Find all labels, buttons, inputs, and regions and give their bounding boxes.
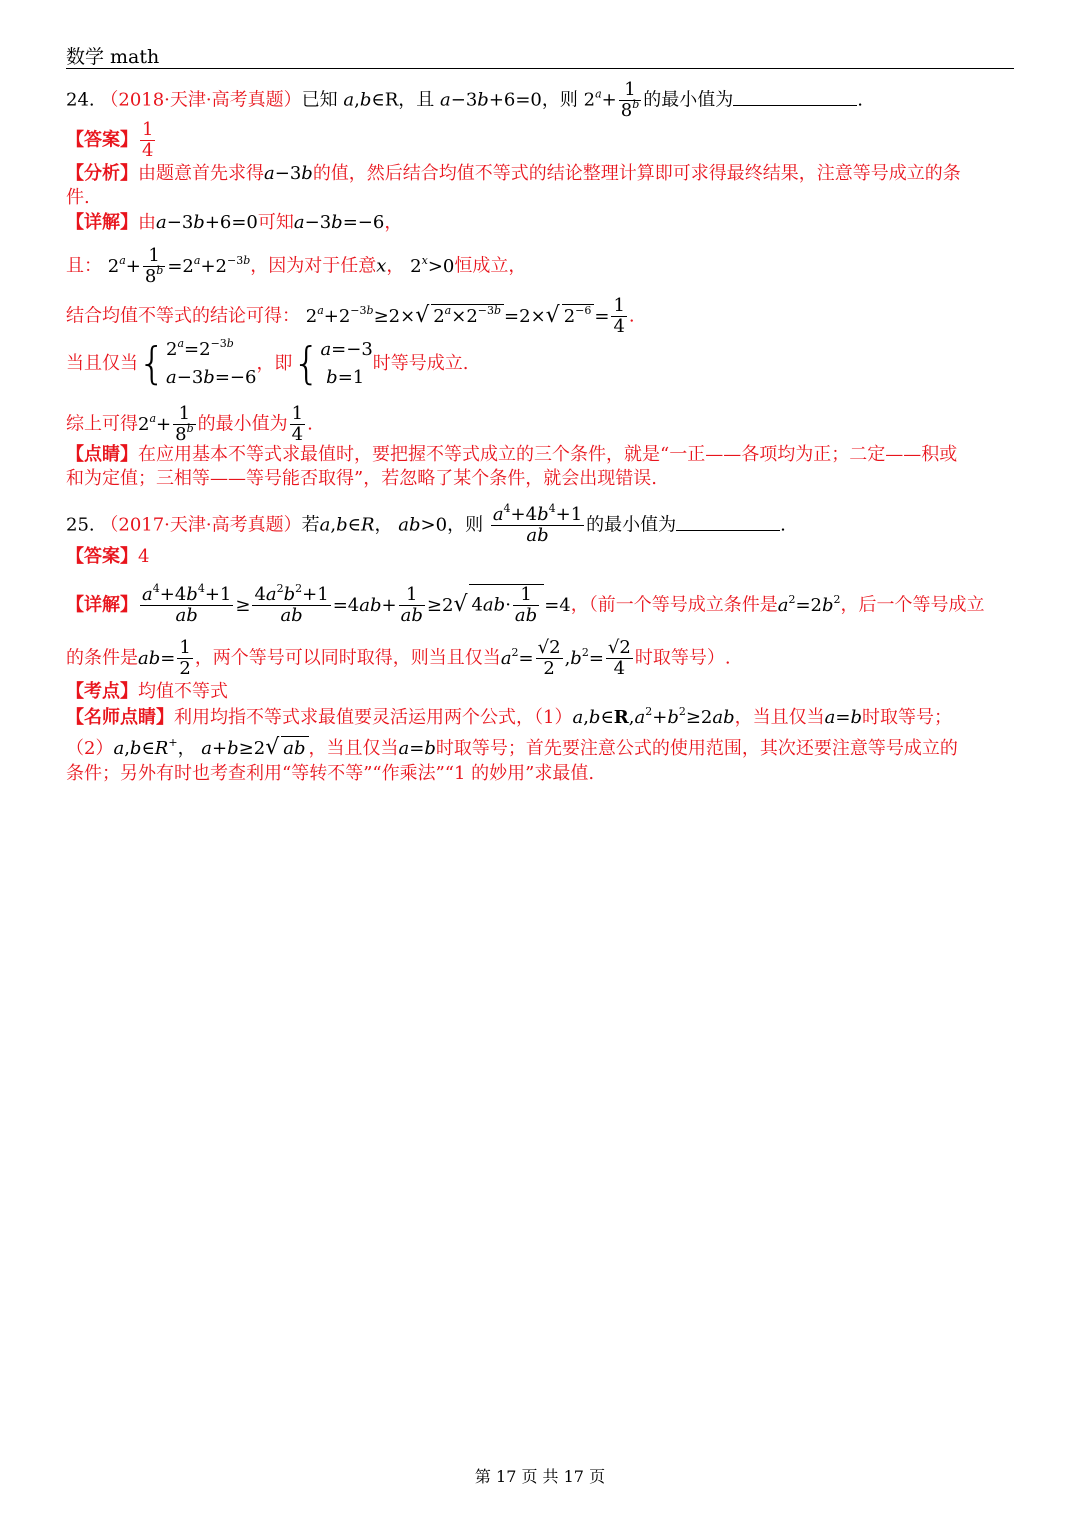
q24-source: （2018·天津·高考真题） bbox=[100, 89, 302, 111]
q24-detail-3: 结合均值不等式的结论可得： $2^a+2^{-3b}\ge 2\times√$ $2^a\times 2^{-3b} =2\times√$ $2^{-6}$ = $\frac{1}{4}$ . bbox=[66, 295, 635, 337]
answer-blank bbox=[733, 87, 857, 106]
page-header: 数学 math bbox=[66, 46, 160, 68]
q24-comment-1: 【点睛】在应用基本不等式求最值时，要把握不等式成立的三个条件，就是“一正——各项均为正；二定——积或 bbox=[66, 444, 958, 465]
q25-number: 25. bbox=[66, 514, 95, 536]
q25-tips-2: （2）a,b∈R+， a+b≥2√ ab ，当且仅当a=b时取等号；首先要注意公式的使用范围，其次还要注意等号成立的 bbox=[66, 735, 958, 760]
q25-answer: 【答案】4 bbox=[66, 546, 150, 567]
q25-detail-1: 【详解】 $\frac{a^4+4b^4+1}{ab}$ ≥ $\frac{4a^2b^2+1}{ab}$ =4ab+ $\frac{1}{ab}$ ≥2√ 4ab· $\frac{1}{ab}$ =4，（前一个等号成立条件是$a^2=2b^2$，后一个等号成立 bbox=[66, 582, 985, 626]
q24-stem: 24. （2018·天津·高考真题）已知 a,b∈R，且 a−3b+6=0，则 $2^a+$ $\frac{1}{8^b}$ 的最小值为 . bbox=[66, 79, 863, 121]
q25-detail-2: 的条件是ab= $\frac{1}{2}$ ，两个等号可以同时取得，则当且仅当$a^2=$ $\frac{√2}{2}$ $,b^2=$ $\frac{√2}{4}$ 时取等号）. bbox=[66, 637, 731, 679]
q24-analysis: 【分析】由题意首先求得a−3b的值，然后结合均值不等式的结论整理计算即可求得最终结果，注意等号成立的条 bbox=[66, 163, 961, 184]
q24-detail-5: 综上可得$2^a+$ $\frac{1}{8^b}$ 的最小值为 $\frac{1}{4}$ . bbox=[66, 403, 313, 445]
q24-detail-4: 当且仅当{$2^a=2^{-3b}$ a−3b=−6，即{a=−3 b=1时等号成立. bbox=[66, 337, 469, 389]
q25-tips-1: 【名师点睛】利用均指不等式求最值要灵活运用两个公式，$(1)a,b\in R,a^2+b^2\ge 2ab$，当且仅当a=b时取等号； bbox=[66, 705, 953, 728]
q24-detail-1: 【详解】由a−3b+6=0可知a−3b=−6， bbox=[66, 212, 403, 233]
q24-number: 24. bbox=[66, 89, 95, 111]
page-footer: 第 17 页 共 17 页 bbox=[474, 1467, 606, 1486]
q24-detail-2: 且： $2^a+$ $\frac{1}{8^b}$ $=2^a+2^{-3b}$，因为对于任意x， $2^x>0$恒成立， bbox=[66, 245, 527, 287]
q25-kaodian: 【考点】均值不等式 bbox=[66, 681, 228, 702]
q24-comment-2: 和为定值；三相等——等号能否取得”，若忽略了某个条件，就会出现错误. bbox=[66, 468, 657, 489]
q24-analysis-cont: 件. bbox=[66, 187, 90, 208]
q24-answer: 【答案】 $\frac{1}{4}$ bbox=[66, 119, 154, 161]
q25-tips-3: 条件；另外有时也考查利用“等转不等”“作乘法”“1 的妙用”求最值. bbox=[66, 763, 595, 784]
q25-source: （2017·天津·高考真题） bbox=[100, 514, 302, 536]
answer-blank bbox=[676, 512, 780, 531]
q25-stem: 25. （2017·天津·高考真题）若a,b∈R， ab>0，则 $\frac{a^4+4b^4+1}{ab}$ 的最小值为 . bbox=[66, 502, 786, 546]
header-rule bbox=[66, 68, 1014, 69]
